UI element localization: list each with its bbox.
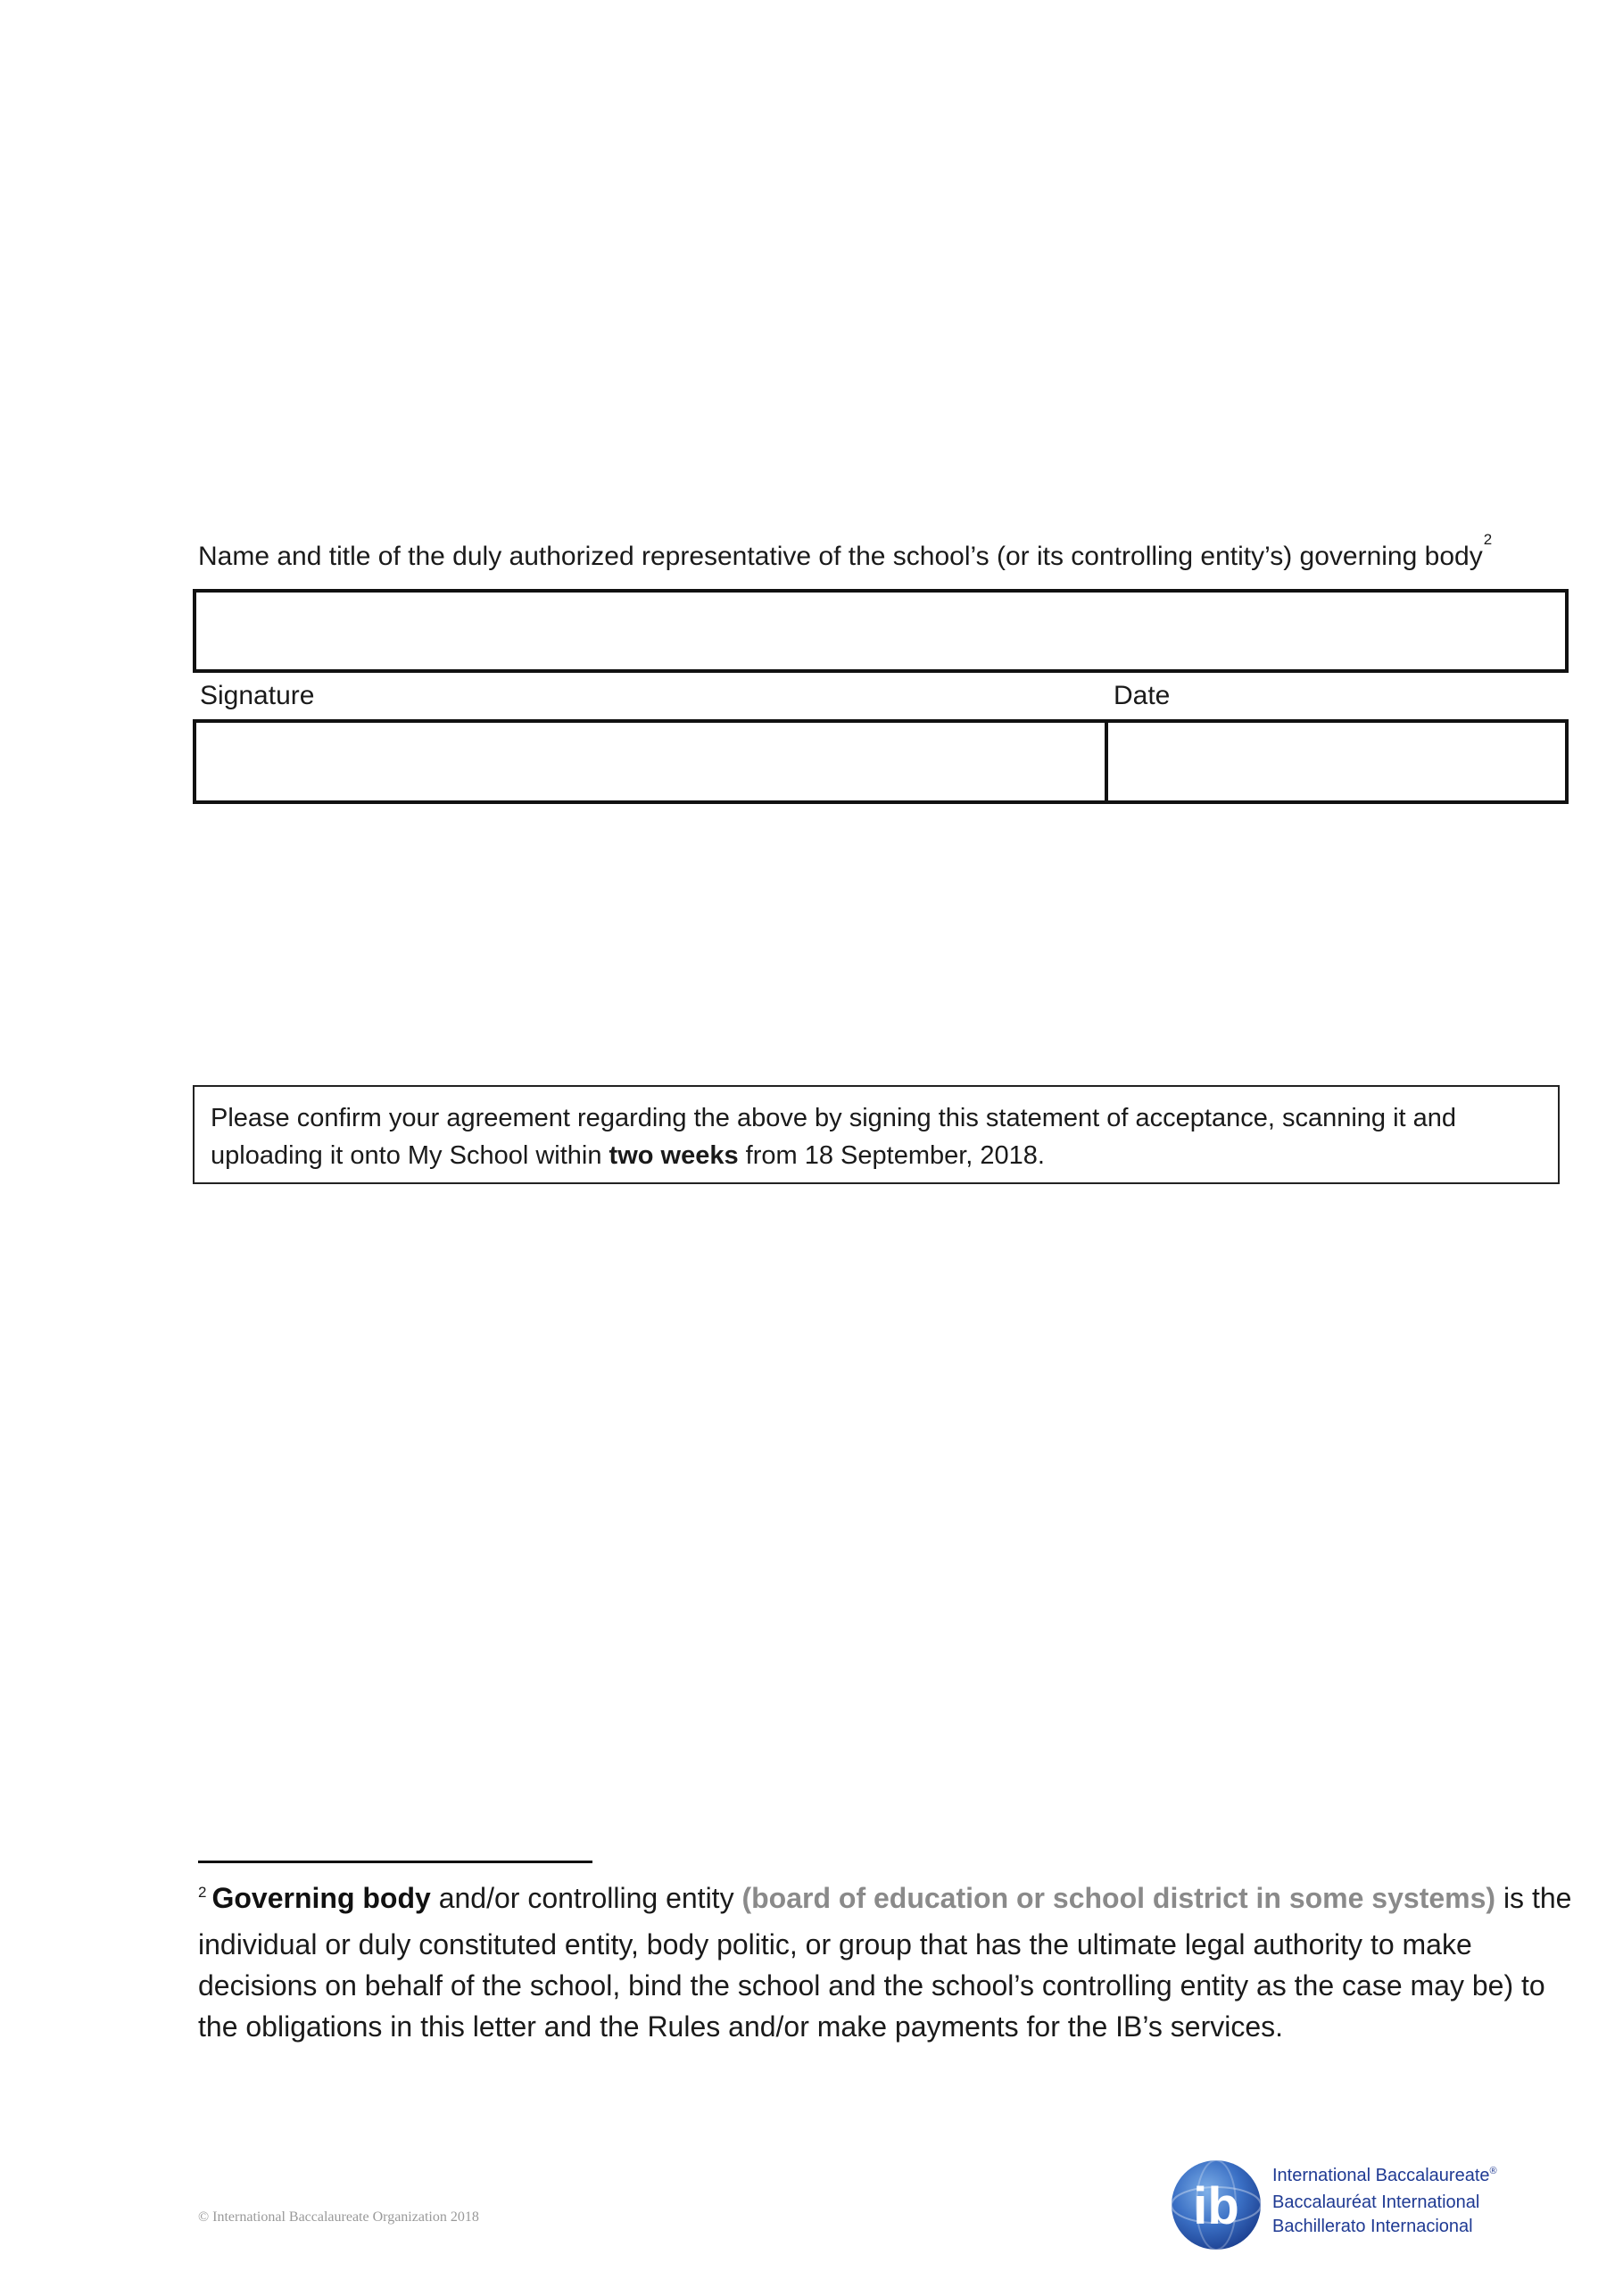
logo-line-french: Baccalauréat International [1272,2192,1480,2212]
representative-name-field[interactable] [193,589,1569,673]
acceptance-notice: Please confirm your agreement regarding the above by signing this statement of acceptance, scanning it and uploading it onto My School within two weeks from 18 September, 2018. [193,1085,1560,1184]
signature-field[interactable] [196,723,1103,800]
representative-name-label: Name and title of the duly authorized representative of the school’s (or its controlling entity’s) governing body$^2$ [198,531,1493,571]
ib-logo [1167,2156,1265,2254]
ib-globe-icon [1167,2156,1265,2254]
ib-logo-mark: ib [1193,2177,1239,2235]
registered-mark: ® [1489,2166,1497,2176]
footnote-separator [198,1861,592,1863]
logo-line-english: International Baccalaureate® [1272,2166,1497,2185]
deadline-emphasis: two weeks [609,1141,739,1170]
footnote: $^2$ Governing body and/or controlling entity (board of education or school district in some systems) is the individual or duly constituted entity, body politic, or group that has the ultimate legal authority to make decisions on behalf of the school, bind the school and the school’s controlling entity as the case may be) to the obligations in this letter and the Rules and/or make payments for the IB’s services. [198,1882,1572,2043]
footnote-reference: 2 [1483,531,1493,548]
footnote-grey-text: (board of education or school district in some systems) [741,1882,1496,1914]
date-label: Date [1114,681,1171,710]
date-field[interactable] [1106,723,1565,800]
copyright-text: © International Baccalaureate Organization 2018 [198,2209,479,2225]
logo-line-spanish: Bachillerato Internacional [1272,2217,1473,2236]
ib-logo-text [1272,2164,1497,2239]
signature-label: Signature [200,681,315,710]
footnote-number: 2 [198,1884,207,1901]
footnote-term: Governing body [211,1882,431,1914]
